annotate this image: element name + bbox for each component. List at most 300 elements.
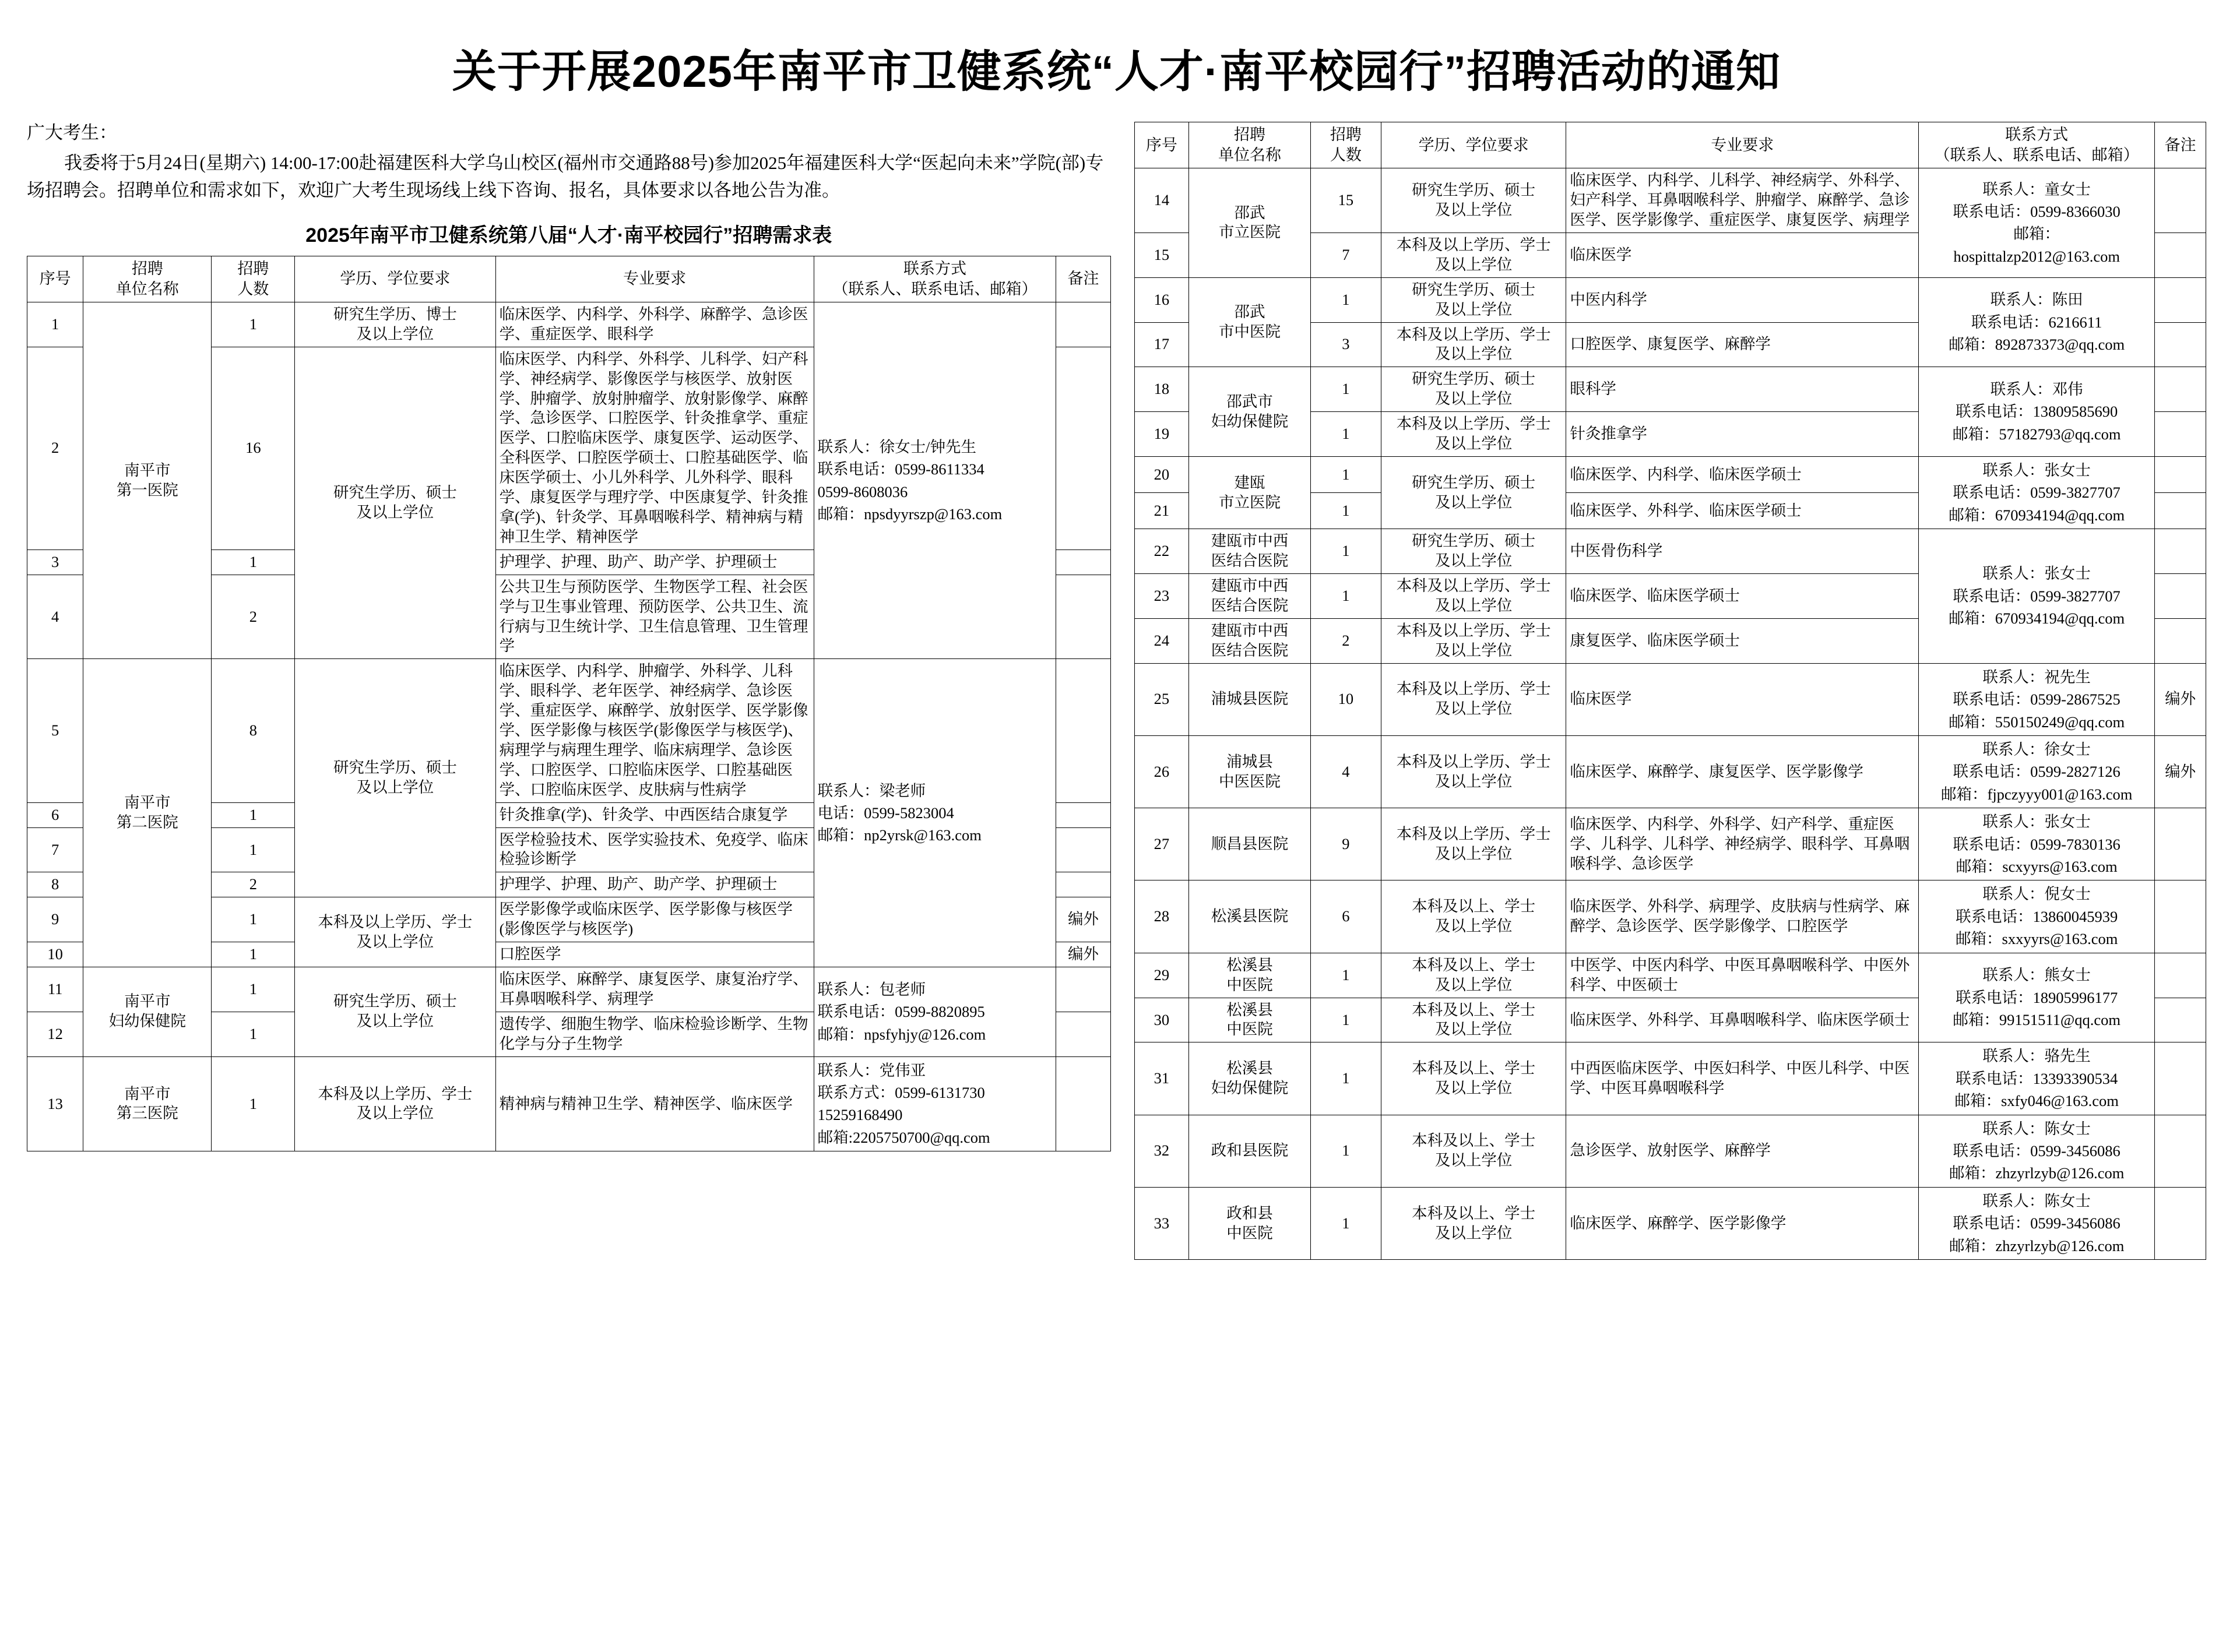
- cell-education: [1381, 998, 1566, 1042]
- cell-count: 8: [212, 659, 295, 802]
- cell-education-line2: 及以上学位: [1434, 844, 1513, 862]
- cell-education: [295, 897, 495, 967]
- cell-education-line2: 及以上学位: [1434, 255, 1513, 273]
- cell-education: [295, 659, 495, 897]
- cell-seq: 4: [27, 575, 83, 659]
- cell-count: 1: [1310, 367, 1381, 412]
- table-row: [27, 1056, 1111, 1151]
- cell-remark: [1056, 575, 1110, 659]
- cell-unit-line2: 市立医院: [1219, 223, 1281, 241]
- cell-major: 护理学、护理、助产、助产学、护理硕士: [495, 872, 814, 897]
- cell-education-line1: 本科及以上学历、学士: [1396, 825, 1551, 843]
- cell-remark: [2155, 168, 2206, 233]
- cell-remark: [2155, 322, 2206, 367]
- cell-unit: [83, 967, 212, 1057]
- cell-unit-line1: 建瓯市中西: [1211, 532, 1289, 550]
- cell-remark: [2155, 618, 2206, 663]
- cell-unit: 浦城县医院: [1189, 663, 1311, 735]
- col-header-contact-line2: （联系人、联系电话、邮箱）: [832, 280, 1038, 298]
- cell-seq: 20: [1134, 456, 1189, 492]
- cell-education: [1381, 663, 1566, 735]
- cell-major: 临床医学、外科学、临床医学硕士: [1566, 493, 1919, 529]
- col-header-contact: [814, 256, 1056, 302]
- cell-seq: 27: [1134, 808, 1189, 880]
- salutation: 广大考生：: [27, 122, 117, 143]
- cell-count: 2: [212, 872, 295, 897]
- cell-education-line2: 及以上学位: [1434, 493, 1513, 511]
- cell-unit-line1: 南平市: [124, 461, 171, 479]
- cell-education-line1: 本科及以上学历、学士: [1396, 621, 1551, 639]
- col-header-contact-line1: 联系方式: [2005, 126, 2069, 143]
- col-header-unit: [1189, 122, 1311, 168]
- table-row: [1134, 529, 2206, 574]
- cell-major: 临床医学、外科学、病理学、皮肤病与性病学、麻醉学、急诊医学、医学影像学、口腔医学: [1566, 880, 1919, 953]
- cell-seq: 24: [1134, 618, 1189, 663]
- col-header-count: [1310, 122, 1381, 168]
- cell-major: 临床医学、麻醉学、医学影像学: [1566, 1187, 1919, 1259]
- cell-unit: [83, 1056, 212, 1151]
- cell-seq: 6: [27, 802, 83, 827]
- table-row: [1134, 735, 2206, 808]
- col-header-contact-line2: （联系人、联系电话、邮箱）: [1934, 146, 2139, 164]
- cell-contact: 联系人：陈女士 联系电话：0599-3456086 邮箱：zhzyrlzyb@126.com: [1919, 1187, 2155, 1259]
- cell-remark: [2155, 493, 2206, 529]
- cell-seq: 32: [1134, 1115, 1189, 1187]
- cell-education-line1: 本科及以上学历、学士: [1396, 235, 1551, 253]
- cell-count: 9: [1310, 808, 1381, 880]
- cell-major: 临床医学: [1566, 233, 1919, 277]
- cell-major: 临床医学、麻醉学、康复医学、医学影像学: [1566, 735, 1919, 808]
- cell-count: 1: [212, 802, 295, 827]
- cell-count: 1: [1310, 529, 1381, 574]
- cell-major: 临床医学、内科学、外科学、麻醉学、急诊医学、重症医学、眼科学: [495, 302, 814, 347]
- cell-seq: 19: [1134, 412, 1189, 457]
- cell-education-line2: 及以上学位: [1434, 975, 1513, 994]
- cell-major: 临床医学、内科学、临床医学硕士: [1566, 456, 1919, 492]
- cell-education: [1381, 367, 1566, 412]
- cell-education-line2: 及以上学位: [1434, 435, 1513, 453]
- cell-seq: 1: [27, 302, 83, 347]
- cell-major: 口腔医学、康复医学、麻醉学: [1566, 322, 1919, 367]
- cell-count: 1: [212, 967, 295, 1012]
- cell-education: [1381, 808, 1566, 880]
- cell-unit: [83, 302, 212, 658]
- cell-count: 1: [1310, 574, 1381, 619]
- cell-contact: 联系人：童女士 联系电话：0599-8366030 邮箱： hospittalzp2012@163.com: [1919, 168, 2155, 278]
- cell-major: 公共卫生与预防医学、生物医学工程、社会医学与卫生事业管理、预防医学、公共卫生、流行病与卫生统计学、卫生信息管理、卫生管理学: [495, 575, 814, 659]
- cell-unit-line1: 松溪县: [1226, 1059, 1273, 1077]
- cell-education-line2: 及以上学位: [1434, 700, 1513, 718]
- cell-education-line1: 本科及以上学历、学士: [1396, 752, 1551, 770]
- cell-unit-line2: 第一医院: [116, 481, 178, 499]
- recruitment-table-left: [27, 256, 1111, 1152]
- table-row: [1134, 1115, 2206, 1187]
- table-caption: 2025年南平市卫健系统第八届“人才·南平校园行”招聘需求表: [305, 224, 832, 246]
- table-row: [27, 967, 1111, 1012]
- cell-count: 1: [1310, 493, 1381, 529]
- cell-count: 2: [1310, 618, 1381, 663]
- cell-unit: [1189, 367, 1311, 457]
- cell-seq: 30: [1134, 998, 1189, 1042]
- cell-remark: [2155, 456, 2206, 492]
- cell-contact: 联系人：张女士 联系电话：0599-3827707 邮箱：670934194@qq.com: [1919, 529, 2155, 663]
- cell-remark: [2155, 367, 2206, 412]
- cell-education: [1381, 529, 1566, 574]
- cell-unit: 顺昌县医院: [1189, 808, 1311, 880]
- cell-count: 1: [1310, 277, 1381, 322]
- cell-unit: 政和县医院: [1189, 1115, 1311, 1187]
- col-header-count: [212, 256, 295, 302]
- cell-unit: [1189, 953, 1311, 998]
- cell-count: 6: [1310, 880, 1381, 953]
- cell-seq: 23: [1134, 574, 1189, 619]
- cell-remark: 编外: [1056, 942, 1110, 967]
- cell-major: 医学影像学或临床医学、医学影像与核医学(影像医学与核医学): [495, 897, 814, 942]
- cell-count: 1: [1310, 1115, 1381, 1187]
- cell-major: 中医内科学: [1566, 277, 1919, 322]
- cell-remark: [1056, 659, 1110, 802]
- table-header-row: [1134, 122, 2206, 168]
- cell-education: [1381, 456, 1566, 529]
- cell-count: 1: [212, 942, 295, 967]
- cell-unit-line1: 浦城县: [1226, 752, 1273, 770]
- cell-education: [295, 967, 495, 1057]
- cell-education: [1381, 277, 1566, 322]
- cell-education-line1: 研究生学历、硕士: [1412, 181, 1536, 199]
- col-header-major: 专业要求: [495, 256, 814, 302]
- cell-major: 口腔医学: [495, 942, 814, 967]
- col-header-unit-line1: 招聘: [1234, 126, 1266, 143]
- cell-count: 15: [1310, 168, 1381, 233]
- cell-unit-line2: 妇幼保健院: [1211, 1079, 1289, 1097]
- cell-education-line1: 研究生学历、硕士: [1412, 370, 1536, 388]
- cell-seq: 9: [27, 897, 83, 942]
- cell-education: [1381, 412, 1566, 457]
- cell-unit-line1: 松溪县: [1226, 1001, 1273, 1019]
- cell-major: 精神病与精神卫生学、精神医学、临床医学: [495, 1056, 814, 1151]
- cell-unit-line1: 南平市: [124, 992, 171, 1010]
- cell-remark: [2155, 1042, 2206, 1115]
- cell-unit-line2: 中医医院: [1219, 772, 1281, 790]
- cell-contact: 联系人：倪女士 联系电话：13860045939 邮箱：sxxyyrs@163.com: [1919, 880, 2155, 953]
- cell-remark: [2155, 1115, 2206, 1187]
- col-header-major: 专业要求: [1566, 122, 1919, 168]
- cell-remark: [2155, 277, 2206, 322]
- cell-unit: [1189, 456, 1311, 529]
- cell-remark: [2155, 880, 2206, 953]
- cell-education-line1: 本科及以上、学士: [1412, 1059, 1536, 1077]
- right-column: [1134, 111, 2207, 1260]
- cell-contact: 联系人：陈女士 联系电话：0599-3456086 邮箱：zhzyrlzyb@126.com: [1919, 1115, 2155, 1187]
- cell-count: 2: [212, 575, 295, 659]
- cell-education: [1381, 735, 1566, 808]
- col-header-education: 学历、学位要求: [1381, 122, 1566, 168]
- cell-major: 护理学、护理、助产、助产学、护理硕士: [495, 550, 814, 575]
- cell-unit: [1189, 735, 1311, 808]
- cell-seq: 16: [1134, 277, 1189, 322]
- cell-count: 1: [212, 550, 295, 575]
- cell-unit-line1: 南平市: [124, 794, 171, 812]
- cell-education-line1: 本科及以上学历、学士: [318, 1084, 473, 1102]
- cell-remark: [1056, 550, 1110, 575]
- cell-education: [1381, 880, 1566, 953]
- cell-education: [1381, 618, 1566, 663]
- cell-education-line1: 本科及以上、学士: [1412, 956, 1536, 974]
- cell-count: 7: [1310, 233, 1381, 277]
- cell-education-line1: 研究生学历、硕士: [1412, 532, 1536, 550]
- cell-count: 10: [1310, 663, 1381, 735]
- table-row: [1134, 1042, 2206, 1115]
- col-header-unit-line1: 招聘: [131, 259, 163, 277]
- cell-education-line1: 本科及以上、学士: [1412, 897, 1536, 915]
- cell-remark: [2155, 574, 2206, 619]
- cell-count: 1: [212, 1012, 295, 1056]
- cell-education-line1: 本科及以上、学士: [1412, 1001, 1536, 1019]
- cell-education-line2: 及以上学位: [356, 932, 434, 950]
- cell-education-line1: 本科及以上学历、学士: [1396, 415, 1551, 433]
- col-header-count-line2: 人数: [1330, 146, 1362, 164]
- cell-unit-line1: 建瓯: [1234, 473, 1265, 491]
- cell-remark: [1056, 1012, 1110, 1056]
- cell-major: 中西医临床医学、中医妇科学、中医儿科学、中医学、中医耳鼻咽喉科学: [1566, 1042, 1919, 1115]
- col-header-contact-line1: 联系方式: [903, 259, 966, 277]
- cell-major: 临床医学、内科学、肿瘤学、外科学、儿科学、眼科学、老年医学、神经病学、急诊医学、重症医学、麻醉学、放射医学、医学影像学、医学影像与核医学(影像医学与核医学)、病理学与病理生理学、临床病理学、急诊医学、口腔医学、口腔临床医学、口腔基础医学、口腔临床医学、皮肤病与性病学: [495, 659, 814, 802]
- cell-education-line2: 及以上学位: [356, 779, 434, 797]
- cell-remark: 编外: [2155, 735, 2206, 808]
- cell-count: 3: [1310, 322, 1381, 367]
- cell-education-line2: 及以上学位: [356, 503, 434, 522]
- cell-unit-line1: 建瓯市中西: [1211, 577, 1289, 595]
- cell-education-line2: 及以上学位: [1434, 300, 1513, 318]
- col-header-count-line2: 人数: [237, 280, 269, 298]
- cell-education-line1: 研究生学历、硕士: [333, 759, 457, 777]
- cell-seq: 10: [27, 942, 83, 967]
- cell-unit-line2: 中医院: [1226, 975, 1273, 994]
- cell-major: 临床医学: [1566, 663, 1919, 735]
- cell-education-line1: 本科及以上学历、学士: [1396, 577, 1551, 595]
- cell-unit: [1189, 574, 1311, 619]
- cell-contact: 联系人：骆先生 联系电话：13393390534 邮箱：sxfy046@163.com: [1919, 1042, 2155, 1115]
- cell-count: 1: [1310, 1042, 1381, 1115]
- col-header-unit-line2: 单位名称: [115, 280, 179, 298]
- col-header-count-line1: 招聘: [1330, 126, 1362, 143]
- cell-unit-line2: 中医院: [1226, 1224, 1273, 1242]
- cell-seq: 29: [1134, 953, 1189, 998]
- cell-education-line2: 及以上学位: [1434, 390, 1513, 408]
- cell-major: 遗传学、细胞生物学、临床检验诊断学、生物化学与分子生物学: [495, 1012, 814, 1056]
- cell-remark: [2155, 808, 2206, 880]
- cell-contact: 联系人：邓伟 联系电话：13809585690 邮箱：57182793@qq.com: [1919, 367, 2155, 457]
- cell-education: [1381, 953, 1566, 998]
- cell-education-line1: 本科及以上学历、学士: [318, 913, 473, 931]
- cell-unit-line2: 医结合医院: [1211, 641, 1289, 659]
- cell-seq: 31: [1134, 1042, 1189, 1115]
- cell-remark: [1056, 967, 1110, 1012]
- cell-seq: 21: [1134, 493, 1189, 529]
- cell-count: 1: [212, 1056, 295, 1151]
- cell-contact: 联系人：张女士 联系电话：0599-3827707 邮箱：670934194@qq.com: [1919, 456, 2155, 529]
- col-header-contact: [1919, 122, 2155, 168]
- cell-contact: 联系人：陈田 联系电话：6216611 邮箱：892873373@qq.com: [1919, 277, 2155, 367]
- cell-contact: 联系人：祝先生 联系电话：0599-2867525 邮箱：550150249@qq.com: [1919, 663, 2155, 735]
- cell-education-line1: 研究生学历、博士: [333, 305, 457, 323]
- col-header-unit: [83, 256, 212, 302]
- cell-count: 1: [1310, 998, 1381, 1042]
- cell-unit-line2: 第三医院: [116, 1104, 178, 1122]
- cell-seq: 25: [1134, 663, 1189, 735]
- page-title: 关于开展2025年南平市卫健系统“人才·南平校园行”招聘活动的通知: [452, 47, 1781, 97]
- cell-seq: 8: [27, 872, 83, 897]
- cell-major: 临床医学、外科学、耳鼻咽喉科学、临床医学硕士: [1566, 998, 1919, 1042]
- cell-education-line2: 及以上学位: [1434, 1020, 1513, 1038]
- cell-contact: 联系人：徐女士/钟先生 联系电话：0599-8611334 0599-8608036 邮箱：npsdyyrszp@163.com: [814, 302, 1056, 658]
- cell-unit-line2: 第二医院: [116, 813, 178, 832]
- cell-seq: 11: [27, 967, 83, 1012]
- cell-education-line2: 及以上学位: [1434, 552, 1513, 570]
- cell-seq: 18: [1134, 367, 1189, 412]
- cell-education-line1: 研究生学历、硕士: [333, 992, 457, 1010]
- cell-education-line2: 及以上学位: [1434, 917, 1513, 935]
- cell-education-line2: 及以上学位: [1434, 1224, 1513, 1242]
- table-row: [27, 302, 1111, 347]
- cell-unit-line2: 市立医院: [1219, 493, 1281, 511]
- cell-remark: [1056, 872, 1110, 897]
- cell-count: 1: [1310, 953, 1381, 998]
- cell-major: 针灸推拿(学)、针灸学、中西医结合康复学: [495, 802, 814, 827]
- cell-major: 中医学、中医内科学、中医耳鼻咽喉科学、中医外科学、中医硕士: [1566, 953, 1919, 998]
- cell-remark: [2155, 412, 2206, 457]
- cell-seq: 5: [27, 659, 83, 802]
- cell-seq: 12: [27, 1012, 83, 1056]
- cell-major: 临床医学、临床医学硕士: [1566, 574, 1919, 619]
- left-column: [27, 111, 1111, 1151]
- cell-remark: [1056, 1056, 1110, 1151]
- cell-unit: [1189, 998, 1311, 1042]
- cell-count: 1: [212, 897, 295, 942]
- cell-education-line1: 本科及以上、学士: [1412, 1132, 1536, 1150]
- cell-remark: [2155, 953, 2206, 998]
- cell-unit-line1: 政和县: [1226, 1204, 1273, 1222]
- cell-education-line2: 及以上学位: [1434, 772, 1513, 790]
- cell-unit-line2: 市中医院: [1219, 323, 1281, 341]
- cell-education-line1: 本科及以上学历、学士: [1396, 325, 1551, 343]
- cell-seq: 22: [1134, 529, 1189, 574]
- cell-unit-line2: 中医院: [1226, 1020, 1273, 1038]
- cell-major: 康复医学、临床医学硕士: [1566, 618, 1919, 663]
- table-row: [1134, 953, 2206, 998]
- cell-contact: 联系人：徐女士 联系电话：0599-2827126 邮箱：fjpczyyy001@163.com: [1919, 735, 2155, 808]
- cell-remark: [2155, 529, 2206, 574]
- cell-seq: 13: [27, 1056, 83, 1151]
- cell-education: [1381, 233, 1566, 277]
- cell-remark: [1056, 802, 1110, 827]
- table-row: [27, 659, 1111, 802]
- cell-education: [1381, 1187, 1566, 1259]
- cell-count: 16: [212, 347, 295, 550]
- cell-education-line1: 本科及以上、学士: [1412, 1204, 1536, 1222]
- cell-seq: 3: [27, 550, 83, 575]
- cell-major: 临床医学、内科学、外科学、妇产科学、重症医学、儿科学、儿科学、神经病学、眼科学、耳鼻咽喉科学、急诊医学: [1566, 808, 1919, 880]
- cell-contact: 联系人：熊女士 联系电话：18905996177 邮箱：99151511@qq.com: [1919, 953, 2155, 1042]
- cell-seq: 28: [1134, 880, 1189, 953]
- cell-education-line2: 及以上学位: [356, 1104, 434, 1122]
- cell-remark: [2155, 233, 2206, 277]
- cell-count: 1: [212, 302, 295, 347]
- cell-seq: 14: [1134, 168, 1189, 233]
- table-row: [1134, 168, 2206, 233]
- table-row: [1134, 663, 2206, 735]
- cell-contact: 联系人：张女士 联系电话：0599-7830136 邮箱：scxyyrs@163.com: [1919, 808, 2155, 880]
- cell-education-line2: 及以上学位: [1434, 596, 1513, 614]
- cell-contact: 联系人：梁老师 电话：0599-5823004 邮箱：np2yrsk@163.com: [814, 659, 1056, 967]
- cell-contact: 联系人：党伟亚 联系方式：0599-6131730 15259168490 邮箱:2205750700@qq.com: [814, 1056, 1056, 1151]
- cell-seq: 15: [1134, 233, 1189, 277]
- table-row: [1134, 456, 2206, 492]
- cell-education-line2: 及以上学位: [1434, 641, 1513, 659]
- cell-education: [1381, 1042, 1566, 1115]
- cell-contact: 联系人：包老师 联系电话：0599-8820895 邮箱：npsfyhjy@126.com: [814, 967, 1056, 1057]
- table-row: [1134, 880, 2206, 953]
- intro-paragraph: 我委将于5月24日(星期六) 14:00-17:00赴福建医科大学乌山校区(福州市交通路88号)参加2025年福建医科大学“医起向未来”学院(部)专场招聘会。招聘单位和需求如下，欢迎广大考生现场线上线下咨询、报名，具体要求以各地公告为准。: [27, 152, 1104, 200]
- cell-education: [1381, 168, 1566, 233]
- recruitment-table-right: [1134, 122, 2207, 1260]
- cell-education: [295, 1056, 495, 1151]
- cell-count: 1: [1310, 1187, 1381, 1259]
- cell-remark: 编外: [1056, 897, 1110, 942]
- col-header-count-line1: 招聘: [237, 259, 269, 277]
- cell-count: 1: [1310, 456, 1381, 492]
- cell-education-line2: 及以上学位: [1434, 345, 1513, 363]
- cell-education-line2: 及以上学位: [356, 325, 434, 343]
- cell-remark: 编外: [2155, 663, 2206, 735]
- cell-education-line1: 研究生学历、硕士: [1412, 280, 1536, 298]
- cell-remark: [1056, 827, 1110, 872]
- cell-major: 针灸推拿学: [1566, 412, 1919, 457]
- cell-seq: 33: [1134, 1187, 1189, 1259]
- table-row: [1134, 808, 2206, 880]
- cell-remark: [2155, 1187, 2206, 1259]
- cell-unit: [1189, 529, 1311, 574]
- table-row: [1134, 367, 2206, 412]
- col-header-seq: 序号: [1134, 122, 1189, 168]
- cell-seq: 2: [27, 347, 83, 550]
- cell-major: 眼科学: [1566, 367, 1919, 412]
- cell-education: [295, 302, 495, 347]
- cell-unit-line1: 建瓯市中西: [1211, 621, 1289, 639]
- cell-unit-line1: 松溪县: [1226, 956, 1273, 974]
- cell-unit: 松溪县医院: [1189, 880, 1311, 953]
- col-header-education: 学历、学位要求: [295, 256, 495, 302]
- cell-education-line1: 研究生学历、硕士: [1412, 473, 1536, 491]
- cell-count: 1: [212, 827, 295, 872]
- cell-education-line2: 及以上学位: [1434, 201, 1513, 219]
- cell-unit: [1189, 1042, 1311, 1115]
- col-header-unit-line2: 单位名称: [1218, 146, 1282, 164]
- cell-education-line2: 及以上学位: [1434, 1151, 1513, 1170]
- cell-unit: [1189, 618, 1311, 663]
- cell-remark: [2155, 998, 2206, 1042]
- cell-seq: 7: [27, 827, 83, 872]
- cell-major: 临床医学、麻醉学、康复医学、康复治疗学、耳鼻咽喉科学、病理学: [495, 967, 814, 1012]
- two-column-layout: [27, 111, 2206, 1260]
- cell-seq: 26: [1134, 735, 1189, 808]
- cell-education: [1381, 574, 1566, 619]
- col-header-remark: 备注: [2155, 122, 2206, 168]
- table-row: [1134, 1187, 2206, 1259]
- cell-education: [295, 347, 495, 659]
- cell-education: [1381, 322, 1566, 367]
- cell-education-line1: 研究生学历、硕士: [333, 484, 457, 502]
